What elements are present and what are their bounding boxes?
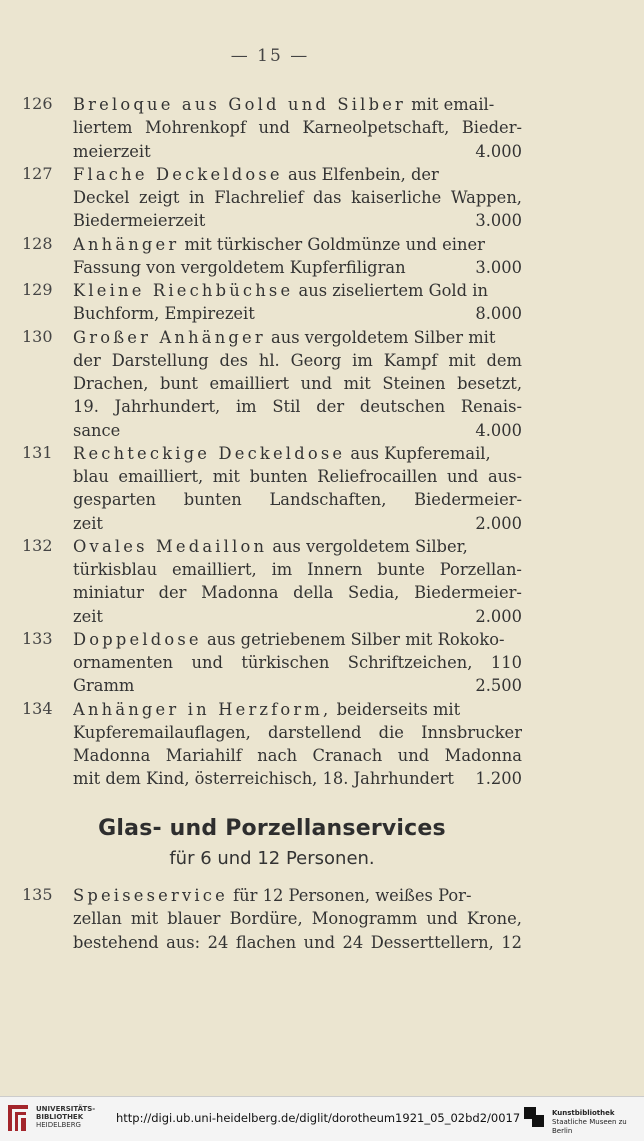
entry-text [73, 395, 522, 418]
word: miniatur [73, 583, 144, 603]
word: blauer [167, 909, 221, 929]
word: 24 [342, 932, 364, 952]
entry-line [73, 721, 522, 744]
entry-number: 131 [22, 442, 53, 462]
entry-number: 134 [22, 698, 53, 718]
entry-text [73, 163, 522, 186]
entry-line [73, 884, 522, 907]
entry-line [73, 907, 522, 930]
word: Stil [272, 397, 301, 417]
word: bunten [249, 467, 308, 486]
word: die [378, 722, 404, 742]
entry-line [73, 628, 522, 651]
word: Steinen [382, 374, 446, 393]
word: mit [130, 909, 159, 929]
word: und [446, 467, 479, 486]
word: Wappen, [450, 188, 522, 207]
word: und [300, 374, 333, 393]
entry-line [73, 605, 522, 628]
word: aus: [166, 932, 201, 952]
item-description: Fassung von vergoldetem Kupferfiligran [73, 257, 406, 277]
university-library-logo-icon [6, 1101, 30, 1135]
kb-subtitle: Staatliche Museen zu Berlin [552, 1118, 627, 1135]
entry-line [73, 209, 522, 232]
item-description: zeit [73, 606, 103, 626]
entry-line [73, 349, 522, 372]
entry-line [73, 512, 522, 535]
word: Kupferemailauflagen, [73, 722, 251, 742]
entry-line [73, 395, 522, 418]
word: ornamenten [73, 653, 174, 672]
word: des [219, 350, 248, 370]
item-description: aus getriebenem Silber mit Rokoko- [201, 629, 505, 649]
word: 12 [501, 932, 522, 952]
entry-text [73, 442, 522, 465]
item-price: 8.000 [475, 304, 522, 324]
entry-line [73, 279, 522, 302]
word: Jahrhundert, [114, 397, 221, 417]
entry-text [73, 93, 522, 116]
entry-line [73, 651, 522, 674]
entry-text [73, 186, 522, 209]
entry-number: 129 [22, 280, 53, 299]
entry-text [73, 419, 120, 442]
word: Desserttellern, [370, 932, 494, 952]
item-price: 2.500 [475, 676, 522, 696]
item-description: Gramm [73, 676, 135, 696]
entry-text [73, 209, 205, 232]
word: und [258, 118, 290, 138]
entry-line [73, 140, 522, 163]
item-title: Flache Deckeldose [73, 164, 283, 184]
viewer-footer [0, 1096, 644, 1141]
word: Madonna [201, 583, 279, 603]
word: der [73, 350, 101, 370]
entry-number: 132 [22, 535, 53, 555]
entry-line [73, 419, 522, 442]
word: hl. [258, 350, 280, 370]
word: bestehend [73, 932, 159, 952]
entry-line [73, 256, 522, 279]
word: Innsbrucker [421, 722, 522, 742]
word: in [188, 188, 205, 207]
item-description: sance [73, 420, 121, 440]
entry-number: 133 [22, 628, 53, 648]
section-heading: Glas- und Porzellanservices [98, 816, 446, 841]
word: Karneolpetschaft, [302, 118, 450, 138]
word: im [235, 397, 257, 417]
word: 110 [490, 653, 522, 672]
word: türkischen [241, 653, 330, 672]
item-title: Anhänger [73, 234, 180, 254]
word: emailliert [209, 374, 290, 393]
entry-text [73, 651, 522, 674]
entry-text [73, 628, 522, 651]
entry-line [73, 674, 522, 697]
word: emailliert, [118, 467, 204, 486]
word: bunte [377, 560, 425, 579]
word: Monogramm [311, 909, 418, 929]
entry-text [73, 721, 522, 744]
entry-line [73, 163, 522, 186]
entry-line [73, 698, 522, 721]
word: deutschen [359, 397, 446, 417]
item-title: Speiseservice [73, 886, 228, 905]
entry-text [73, 884, 522, 907]
item-description: für 12 Personen, weißes Por- [227, 886, 472, 905]
word: mit [343, 374, 371, 393]
entry-line [73, 93, 522, 116]
item-title: Rechteckige Deckeldose [73, 443, 346, 463]
item-description: aus vergoldetem Silber mit [265, 327, 496, 347]
ub-line-2: BIBLIOTHEK [36, 1113, 84, 1121]
item-price: 3.000 [475, 257, 522, 277]
item-description: aus vergoldetem Silber, [267, 536, 468, 556]
item-price: 2.000 [475, 606, 522, 626]
entry-line [73, 535, 522, 558]
word: flachen [235, 932, 297, 952]
entry-text [73, 907, 522, 930]
word: emailliert, [171, 560, 257, 579]
word: 24 [207, 932, 229, 952]
word: blau [73, 467, 109, 486]
word: Sedia, [348, 583, 400, 603]
entry-text [73, 140, 151, 163]
item-title: Doppeldose [73, 629, 202, 649]
word: darstellend [268, 722, 362, 742]
item-description: aus Elfenbein, der [282, 164, 439, 184]
word: aus- [487, 467, 522, 486]
entry-text [73, 465, 522, 488]
entry-line [73, 116, 522, 139]
entry-line [73, 488, 522, 511]
item-description: Biedermeierzeit [73, 211, 206, 231]
entry-text [73, 302, 255, 325]
word: zellan [73, 909, 122, 929]
word: 19. [73, 397, 99, 417]
entry-number: 126 [22, 94, 53, 113]
word: kaiserliche [351, 188, 442, 207]
word: und [426, 909, 458, 929]
word: Krone, [466, 909, 522, 929]
word: der [158, 583, 187, 603]
item-description: mit email- [406, 95, 495, 114]
word: mit [448, 350, 476, 370]
entry-text [73, 372, 522, 395]
entry-text [73, 349, 522, 372]
entry-line [73, 744, 522, 767]
entry-text [73, 279, 522, 302]
word: und [191, 653, 223, 672]
word: bunt [160, 374, 198, 393]
entry-text [73, 674, 134, 697]
word: zeigt [139, 188, 180, 207]
word: Porzellan- [439, 560, 522, 579]
entry-text [73, 233, 522, 256]
entry-number: 128 [22, 233, 53, 253]
entry-number: 130 [22, 326, 53, 346]
entry-text [73, 558, 522, 581]
word: gesparten [73, 490, 156, 510]
entry-line [73, 186, 522, 209]
item-title: Breloque aus Gold und Silber [73, 95, 407, 114]
entry-line [73, 302, 522, 325]
university-library-name [36, 1105, 95, 1129]
section-subheading: für 6 und 12 Personen. [169, 848, 375, 869]
entry-text [73, 488, 522, 511]
item-price: 4.000 [475, 141, 522, 161]
entry-text [73, 767, 454, 790]
entry-text [73, 698, 522, 721]
word: Innern [307, 560, 363, 579]
word: Reliefrocaillen [317, 467, 438, 486]
entry-text [73, 605, 103, 628]
word: im [352, 350, 373, 370]
word: dem [486, 350, 522, 370]
item-price: 4.000 [475, 420, 522, 440]
word: Mariahilf [165, 746, 242, 765]
kunstbibliothek-name [552, 1109, 644, 1136]
item-description: aus Kupferemail, [345, 443, 491, 463]
word: Landschaften, [269, 490, 387, 510]
word: Biedermeier- [414, 583, 522, 603]
item-title: Großer Anhänger [73, 327, 266, 347]
permalink-url[interactable]: http://digi.ub.uni-heidelberg.de/diglit/dorotheum1921_05_02bd2/0017 [116, 1111, 521, 1125]
entry-text [73, 931, 522, 954]
word: Madonna [444, 746, 522, 765]
entry-line [73, 442, 522, 465]
entry-line [73, 326, 522, 349]
word: im [271, 560, 293, 579]
entry-text [73, 535, 522, 558]
word: Biedermeier- [414, 490, 522, 510]
entry-line [73, 465, 522, 488]
word: liertem [73, 118, 133, 138]
word: türkisblau [73, 560, 158, 579]
word: Drachen, [73, 374, 149, 393]
page-number: — 15 — [230, 46, 310, 66]
item-price: 1.200 [475, 769, 522, 789]
word: Mohrenkopf [145, 118, 246, 138]
kb-title: Kunstbibliothek [552, 1109, 615, 1117]
entry-number: 127 [22, 163, 53, 183]
entry-line [73, 767, 522, 790]
word: della [293, 583, 334, 603]
item-price: 3.000 [475, 211, 522, 231]
item-description: meierzeit [73, 141, 151, 161]
word: Deckel [73, 188, 130, 207]
item-title: Kleine Riechbüchse [73, 281, 294, 300]
kunstbibliothek-logo-icon [524, 1105, 544, 1129]
item-price: 2.000 [475, 513, 522, 533]
entry-text [73, 116, 522, 139]
item-description: aus ziseliertem Gold in [293, 281, 488, 300]
item-description: mit dem Kind, österreichisch, 18. Jahrhundert [73, 769, 454, 789]
entry-line [73, 372, 522, 395]
item-description: Buchform, Empirezeit [73, 304, 255, 324]
entry-text [73, 326, 522, 349]
word: Cranach [312, 746, 383, 765]
word: Flachrelief [214, 188, 304, 207]
entry-text [73, 744, 522, 767]
word: Kampf [383, 350, 438, 370]
word: Darstellung [111, 350, 209, 370]
word: und [303, 932, 336, 952]
entry-line [73, 581, 522, 604]
entry-line [73, 931, 522, 954]
word: und [397, 746, 430, 765]
word: Bordüre, [229, 909, 303, 929]
word: der [316, 397, 345, 417]
entry-text [73, 512, 103, 535]
ub-line-3: HEIDELBERG [36, 1121, 81, 1129]
entry-text [73, 581, 522, 604]
word: Madonna [73, 746, 151, 765]
word: Georg [290, 350, 342, 370]
word: besetzt, [457, 374, 522, 393]
entry-line [73, 558, 522, 581]
entry-line [73, 233, 522, 256]
entry-number: 135 [22, 885, 53, 904]
word: Schriftzeichen, [347, 653, 473, 672]
word: Bieder- [461, 118, 522, 138]
word: Renais- [460, 397, 522, 417]
item-description: beiderseits mit [331, 699, 461, 719]
item-description: zeit [73, 513, 103, 533]
item-description: mit türkischer Goldmünze und einer [179, 234, 485, 254]
word: das [313, 188, 342, 207]
item-title: Ovales Medaillon [73, 536, 268, 556]
word: bunten [183, 490, 242, 510]
ub-line-1: UNIVERSITÄTS- [36, 1105, 96, 1113]
word: nach [257, 746, 298, 765]
item-title: Anhänger in Herzform, [73, 699, 332, 719]
word: mit [212, 467, 240, 486]
entry-text [73, 256, 406, 279]
